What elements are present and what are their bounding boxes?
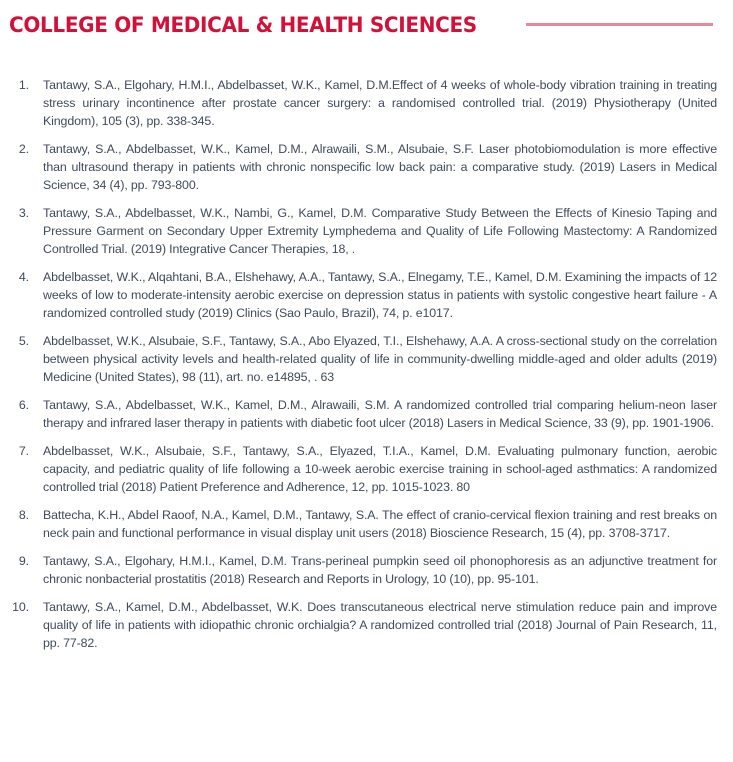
reference-number: 3. — [18, 206, 29, 220]
reference-citation-text: Tantawy, S.A., Abdelbasset, W.K., Nambi, G., Kamel, D.M. Comparative Study Between the Effects of Kinesio Taping and Pressure Garment on Secondary Upper Extremity Lymphedema and Quality of Life Following Mastectomy: A Randomized Controlled Trial. (2019) Integrative Cancer Therapies, 18, . — [43, 206, 717, 256]
reference-item — [0, 396, 733, 432]
reference-citation-text: Tantawy, S.A., Elgohary, H.M.I., Kamel, D.M. Trans-perineal pumpkin seed oil phonophoresis as an adjunctive treatment for chronic nonbacterial prostatitis (2018) Research and Reports in Urology, 10 (10), pp. 95-101. — [43, 554, 717, 586]
reference-item — [0, 140, 733, 194]
reference-citation-text: Abdelbasset, W.K., Alsubaie, S.F., Tantawy, S.A., Elyazed, T.I.A., Kamel, D.M. Evaluating pulmonary function, aerobic capacity, and pediatric quality of life following a 10-week aerobic exercise training in school-aged asthmatics: A randomized controlled trial (2018) Patient Preference and Adherence, 12, pp. 1015-1023. 80 — [43, 444, 717, 494]
reference-number: 4. — [18, 270, 29, 284]
reference-item — [0, 552, 733, 588]
reference-item — [0, 442, 733, 496]
reference-number: 2. — [18, 142, 29, 156]
publication-reference-list — [0, 76, 733, 662]
reference-item — [0, 204, 733, 258]
reference-number: 10. — [12, 600, 29, 614]
header-decorative-rule — [526, 23, 713, 26]
page-title: COLLEGE OF MEDICAL & HEALTH SCIENCES — [9, 12, 477, 38]
reference-citation-text: Abdelbasset, W.K., Alsubaie, S.F., Tantawy, S.A., Abo Elyazed, T.I., Elshehawy, A.A. A cross-sectional study on the correlation between physical activity levels and health-related quality of life in community-dwelling middle-aged and older adults (2019) Medicine (United States), 98 (11), art. no. e14895, . 63 — [43, 334, 717, 384]
reference-number: 5. — [18, 334, 29, 348]
reference-item — [0, 598, 733, 652]
reference-number: 7. — [18, 444, 29, 458]
reference-citation-text: Tantawy, S.A., Elgohary, H.M.I., Abdelbasset, W.K., Kamel, D.M.Effect of 4 weeks of whole-body vibration training in treating stress urinary incontinence after prostate cancer surgery: a randomised controlled trial. (2019) Physiotherapy (United Kingdom), 105 (3), pp. 338-345. — [43, 78, 717, 128]
reference-item — [0, 268, 733, 322]
reference-item — [0, 506, 733, 542]
reference-citation-text: Battecha, K.H., Abdel Raoof, N.A., Kamel, D.M., Tantawy, S.A. The effect of cranio-cervical flexion training and rest breaks on neck pain and functional performance in visual display unit users (2018) Bioscience Research, 15 (4), pp. 3708-3717. — [43, 508, 717, 540]
reference-citation-text: Tantawy, S.A., Kamel, D.M., Abdelbasset, W.K. Does transcutaneous electrical nerve stimulation reduce pain and improve quality of life in patients with idiopathic chronic orchialgia? A randomized controlled trial (2018) Journal of Pain Research, 11, pp. 77-82. — [43, 600, 717, 650]
reference-number: 8. — [18, 508, 29, 522]
reference-citation-text: Tantawy, S.A., Abdelbasset, W.K., Kamel, D.M., Alrawaili, S.M., Alsubaie, S.F. Laser photobiomodulation is more effective than ultrasound therapy in patients with chronic nonspecific low back pain: a comparative study. (2019) Lasers in Medical Science, 34 (4), pp. 793-800. — [43, 142, 717, 192]
reference-number: 1. — [18, 78, 29, 92]
reference-citation-text: Tantawy, S.A., Abdelbasset, W.K., Kamel, D.M., Alrawaili, S.M. A randomized controlled trial comparing helium-neon laser therapy and infrared laser therapy in patients with diabetic foot ulcer (2018) Lasers in Medical Science, 33 (9), pp. 1901-1906. — [43, 398, 717, 430]
reference-number: 6. — [18, 398, 29, 412]
reference-number: 9. — [18, 554, 29, 568]
reference-item — [0, 76, 733, 130]
reference-citation-text: Abdelbasset, W.K., Alqahtani, B.A., Elshehawy, A.A., Tantawy, S.A., Elnegamy, T.E., Kamel, D.M. Examining the impacts of 12 weeks of low to moderate-intensity aerobic exercise on depression status in patients with systolic congestive heart failure - A randomized controlled study (2019) Clinics (Sao Paulo, Brazil), 74, p. e1017. — [43, 270, 717, 320]
reference-item — [0, 332, 733, 386]
